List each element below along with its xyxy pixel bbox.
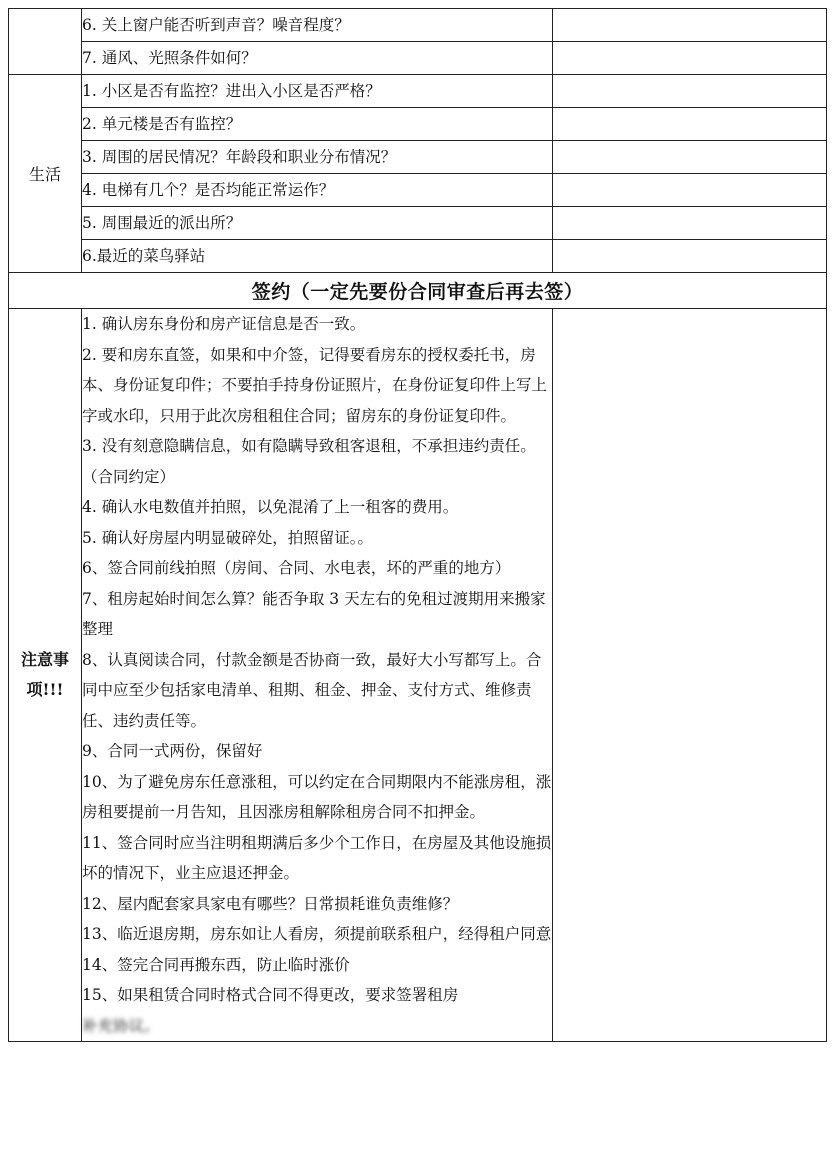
- checklist-item: 7. 通风、光照条件如何？: [82, 42, 553, 75]
- table-row: [9, 174, 827, 207]
- note-item: 9、合同一式两份，保留好: [82, 742, 263, 760]
- checklist-table: [8, 8, 827, 1042]
- note-item: 13、临近退房期，房东如让人看房，须提前联系租户，经得租户同意: [82, 925, 552, 943]
- table-row: [9, 240, 827, 273]
- answer-cell: [553, 108, 827, 141]
- answer-cell: [553, 207, 827, 240]
- answer-cell: [553, 141, 827, 174]
- checklist-item: 1. 小区是否有监控？进出入小区是否严格？: [82, 75, 553, 108]
- checklist-item: 6.最近的菜鸟驿站: [82, 240, 553, 273]
- note-item: 8、认真阅读合同，付款金额是否协商一致，最好大小写都写上。合同中应至少包括家电清单、租期、租金、押金、支付方式、维修责任、违约责任等。: [82, 650, 542, 730]
- checklist-item: 3. 周围的居民情况？年龄段和职业分布情况？: [82, 141, 553, 174]
- note-item: 3. 没有刻意隐瞒信息，如有隐瞒导致租客退租，不承担违约责任。（合同约定）: [82, 437, 536, 486]
- note-item: 11、签合同时应当注明租期满后多少个工作日，在房屋及其他设施损坏的情况下，业主应退还押金。: [82, 833, 552, 882]
- table-row: [9, 141, 827, 174]
- answer-cell: [553, 9, 827, 42]
- note-item: 7、租房起始时间怎么算？能否争取 3 天左右的免租过渡期用来搬家整理: [82, 589, 546, 638]
- section-title: 签约（一定先要份合同审查后再去签）: [9, 273, 827, 309]
- note-item: 5. 确认好房屋内明显破碎处，拍照留证。。: [82, 528, 373, 547]
- table-row: [9, 42, 827, 75]
- category-cell-empty: [9, 9, 82, 75]
- checklist-item: 5. 周围最近的派出所？: [82, 207, 553, 240]
- note-item: 10、为了避免房东任意涨租，可以约定在合同期限内不能涨房租，涨房租要提前一月告知，且因涨房租解除租房合同不扣押金。: [82, 772, 552, 821]
- checklist-item: 6. 关上窗户能否听到声音？噪音程度？: [82, 9, 553, 42]
- section-row: [9, 273, 827, 309]
- checklist-item: 4. 电梯有几个？是否均能正常运作？: [82, 174, 553, 207]
- note-item: 14、签完合同再搬东西，防止临时涨价: [82, 955, 350, 974]
- checklist-item: 2. 单元楼是否有监控？: [82, 108, 553, 141]
- note-item: 15、如果租赁合同时格式合同不得更改，要求签署租房: [82, 986, 459, 1004]
- category-life: 生活: [9, 75, 82, 273]
- answer-cell: [553, 309, 827, 1042]
- answer-cell: [553, 240, 827, 273]
- note-item: 12、屋内配套家具家电有哪些？日常损耗谁负责维修？: [82, 894, 459, 913]
- note-item: 6、签合同前线拍照（房间、合同、水电表，坏的严重的地方）: [82, 559, 511, 577]
- notes-cell: [82, 309, 553, 1042]
- answer-cell: [553, 42, 827, 75]
- category-notes: 注意事项!!!: [9, 309, 82, 1042]
- table-row: [9, 309, 827, 1042]
- table-row: [9, 207, 827, 240]
- note-item-tail: 补充协议。: [82, 1016, 160, 1035]
- note-item: 1. 确认房东身份和房产证信息是否一致。: [82, 315, 366, 333]
- answer-cell: [553, 75, 827, 108]
- answer-cell: [553, 174, 827, 207]
- table-row: [9, 9, 827, 42]
- note-item: 2. 要和房东直签，如果和中介签，记得要看房东的授权委托书，房本、身份证复印件；不要拍手持身份证照片，在身份证复印件上写上字或水印，只用于此次房租租住合同；留房东的身份证复印件。: [82, 345, 548, 425]
- note-item: 4. 确认水电数值并拍照，以免混淆了上一租客的费用。: [82, 498, 459, 516]
- table-row: [9, 108, 827, 141]
- table-row: [9, 75, 827, 108]
